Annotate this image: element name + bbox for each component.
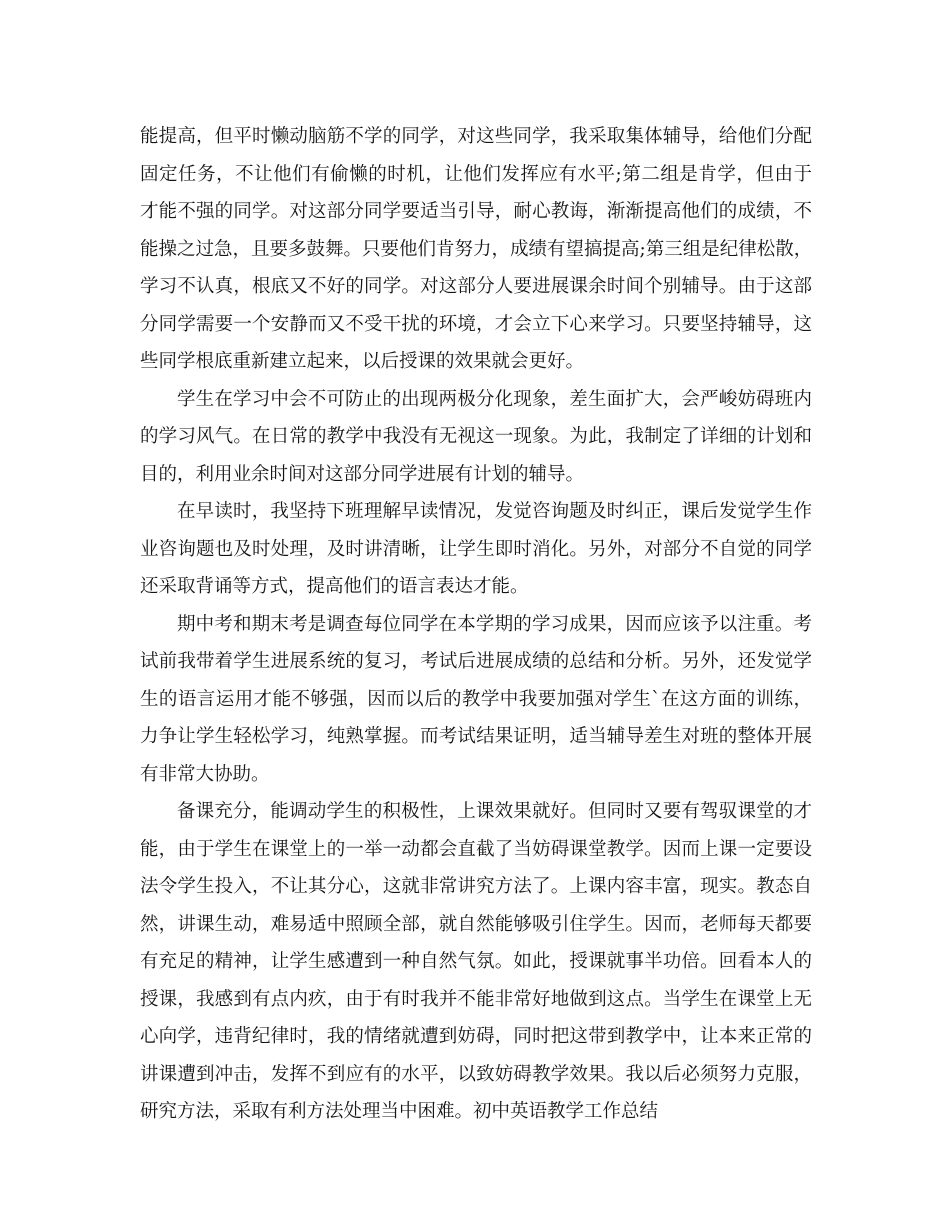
text-line: 有非常大协助。 <box>140 763 270 785</box>
text-line: 期中考和期末考是调查每位同学在本学期的学习成果，因而应该予以注重。考 <box>177 613 812 635</box>
text-line: 授课，我感到有点内疚，由于有时我并不能非常好地做到这点。当学生在课堂上无 <box>140 988 812 1010</box>
text-line: 还采取背诵等方式，提高他们的语言表达才能。 <box>140 576 529 597</box>
text-line: 目的，利用业余时间对这部分同学进展有计划的辅导。 <box>140 463 585 485</box>
text-line: 讲课遭到冲击，发挥不到应有的水平，以致妨碍教学效果。我以后必须努力克服， <box>140 1063 812 1085</box>
text-line: 力争让学生轻松学习，纯熟掌握。而考试结果证明，适当辅导差生对班的整体开展 <box>140 726 812 747</box>
text-line: 的学习风气。在日常的教学中我没有无视这一现象。为此，我制定了详细的计划和 <box>140 426 812 447</box>
text-line: 备课充分，能调动学生的积极性，上课效果就好。但同时又要有驾驭课堂的才 <box>177 801 812 822</box>
text-line: 才能不强的同学。对这部分同学要适当引导，耐心教诲，渐渐提高他们的成绩，不 <box>140 201 812 222</box>
text-line: 学习不认真，根底又不好的同学。对这部分人要进展课余时间个别辅导。由于这部 <box>140 276 812 297</box>
paragraph <box>140 493 812 606</box>
text-line: 有充足的精神，让学生感遭到一种自然气氛。如此，授课就事半功倍。回看本人的 <box>140 951 812 972</box>
paragraph <box>140 606 812 794</box>
text-line: 法令学生投入，不让其分心，这就非常讲究方法了。上课内容丰富，现实。教态自 <box>140 876 812 897</box>
text-line: 能操之过急，且要多鼓舞。只要他们肯努力，成绩有望搞提高;第三组是纪律松散， <box>140 238 812 260</box>
text-line: 些同学根底重新建立起来，以后授课的效果就会更好。 <box>140 351 585 372</box>
paragraph <box>140 381 812 494</box>
text-line: 能，由于学生在课堂上的一举一动都会直截了当妨碍课堂教学。因而上课一定要设 <box>140 838 812 860</box>
text-line: 学生在学习中会不可防止的出现两极分化现象，差生面扩大，会严峻妨碍班内 <box>177 388 812 410</box>
text-line: 在早读时，我坚持下班理解早读情况，发觉咨询题及时纠正，课后发觉学生作 <box>177 501 812 522</box>
text-line: 能提高，但平时懒动脑筋不学的同学，对这些同学，我采取集体辅导，给他们分配 <box>140 126 812 147</box>
text-line: 生的语言运用才能不够强，因而以后的教学中我要加强对学生`在这方面的训练， <box>140 688 812 710</box>
text-line: 心向学，违背纪律时，我的情绪就遭到妨碍，同时把这带到教学中，让本来正常的 <box>140 1026 812 1047</box>
text-line: 分同学需要一个安静而又不受干扰的环境，才会立下心来学习。只要坚持辅导，这 <box>140 313 812 335</box>
text-line: 试前我带着学生进展系统的复习，考试后进展成绩的总结和分析。另外，还发觉学 <box>140 651 812 672</box>
paragraph <box>140 118 812 381</box>
text-line: 然，讲课生动，难易适中照顾全部，就自然能够吸引住学生。因而，老师每天都要 <box>140 913 812 935</box>
paragraph <box>140 793 812 1131</box>
text-line: 固定任务，不让他们有偷懒的时机，让他们发挥应有水平;第二组是肯学，但由于 <box>140 163 812 185</box>
document-body <box>140 118 812 1131</box>
text-line: 研究方法，采取有利方法处理当中困难。初中英语教学工作总结 <box>140 1101 659 1122</box>
text-line: 业咨询题也及时处理，及时讲清晰，让学生即时消化。另外，对部分不自觉的同学 <box>140 538 812 560</box>
